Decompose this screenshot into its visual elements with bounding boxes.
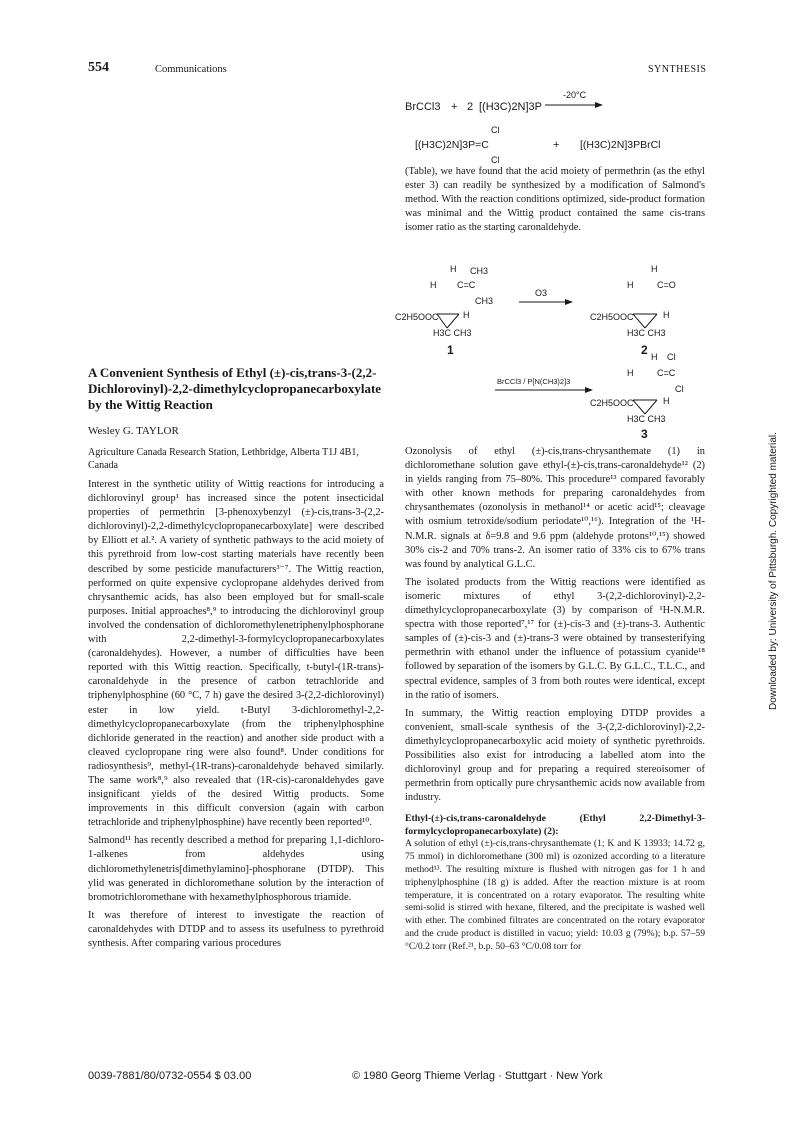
svg-text:Cl: Cl [675, 384, 684, 394]
svg-text:C=C: C=C [457, 280, 476, 290]
svg-text:H: H [663, 396, 670, 406]
scheme1-plus2: + [553, 139, 560, 151]
scheme1-reagent1: BrCCl3 [405, 101, 441, 113]
reaction-scheme-ylid [395, 88, 715, 168]
svg-text:H3C CH3: H3C CH3 [627, 414, 666, 424]
svg-text:Cl: Cl [667, 352, 676, 362]
right-column [405, 445, 705, 954]
svg-text:C2H5OOC: C2H5OOC [395, 312, 439, 322]
svg-text:H3C CH3: H3C CH3 [433, 328, 472, 338]
scheme1-plus: + [451, 101, 458, 113]
svg-text:C2H5OOC: C2H5OOC [590, 398, 634, 408]
scheme1-coef: 2 [467, 101, 474, 113]
right-paragraph-1: Ozonolysis of ethyl (±)-cis,trans-chrysanthemate (1) in dichloromethane solution gave ethyl-(±)-cis,trans-caronaldehyde¹² (2) in yields ranging from 75–80%. This procedure¹³ compared favorably with other known methods for preparing caronaldehydes from chrysanthemates (ozonolysis in methanol¹⁴ or acetic acid¹⁵; cleavage with osmium tetroxide/sodium periodate¹⁰,¹⁶). Integration of the ¹H-N.M.R. signals at δ=9.8 and 9.6 ppm (aldehyde protons¹⁰,¹⁵) showed 30% cis-2 and 70% trans-2. An isomer ratio of 33% cis to 67% trans was found by analytical G.L.C. [405, 446, 705, 570]
svg-text:H: H [463, 310, 470, 320]
footer-copyright: © 1980 Georg Thieme Verlag · Stuttgart · New York [352, 1070, 603, 1082]
svg-text:C2H5OOC: C2H5OOC [590, 312, 634, 322]
right-paragraph-2: The isolated products from the Wittig reactions were identified as isomeric mixtures of ethyl 3-(2,2-dichlorovinyl)-2,2-dimethylcyclopropanecarboxylate (3) by comparison of ¹H-N.M.R. spectra with those reported⁷,¹⁷ for (±)-cis-3 and (±)-trans-3. Authentic samples of (±)-cis-3 and (±)-trans-3 were obtained by transesterifying permethrin with ethanol under the influence of potassium cyanide¹⁸ followed by separation of the isomers by G.L.C. By G.L.C., T.L.C., and spectral evidence, samples of 3 from both routes were identical, except in the ratio of isomers. [405, 576, 705, 701]
svg-text:H3C CH3: H3C CH3 [627, 328, 666, 338]
scheme2-arrow1-label: O3 [535, 288, 548, 298]
experimental-body: A solution of ethyl (±)-cis,trans-chrysanthemate (1; K and K 13933; 14.72 g, 75 mmol) in dichloromethane (300 ml) is ozonized according to a literature method¹³. The resulting mixture is flushed with nitrogen gas for 1 h and triphenylphosphine (18 g) is added. After the reaction mixture is at room temperature, it is concentrated on a rotary evaporator. The resulting white semi-solid is stirred with hexane, filtered, and the precipitate is washed well with ether. The combined filtrates are concentrated on the rotary evaporator and the crude product is distilled in vacuo; yield: 10.03 g (79%); b.p. 57–59 °C/0.2 torr (Ref.²¹, b.p. 50–63 °C/0.08 torr for [405, 838, 705, 952]
scheme1-product1: [(H3C)2N]3P=C [415, 139, 489, 151]
svg-text:C=O: C=O [657, 280, 676, 290]
affiliation: Agriculture Canada Research Station, Lethbridge, Alberta T1J 4B1, Canada [88, 447, 359, 471]
download-watermark: Downloaded by: University of Pittsburgh. Copyrighted material. [768, 432, 779, 710]
right-intro-text: (Table), we have found that the acid moiety of permethrin (as the ethyl ester 3) can readily be synthesized by a modification of Salmond's method. With the reaction conditions optimized, side-product formation was minimal and the Wittig product contained the same cis-trans isomer ratio as the starting caronaldehyde. [405, 166, 705, 234]
left-column [88, 478, 384, 955]
scheme1-arrowhead [595, 102, 603, 108]
right-intro [405, 165, 705, 239]
label-1: 1 [447, 343, 454, 357]
svg-text:C=C: C=C [657, 368, 676, 378]
scheme2-arrow2-label: BrCCl3 / P[N(CH3)2]3 [497, 377, 571, 386]
experimental-title: Ethyl-(±)-cis,trans-caronaldehyde (Ethyl 2,2-Dimethyl-3-formylcyclopropanecarboxylate) (2): [405, 813, 705, 837]
scheme1-reagent2: [(H3C)2N]3P [479, 101, 542, 113]
svg-text:H: H [627, 280, 634, 290]
label-2: 2 [641, 343, 648, 357]
svg-text:CH3: CH3 [470, 266, 489, 276]
left-paragraph-1: Interest in the synthetic utility of Wittig reactions for introducing a dichlorovinyl group¹ has increased since the potent insecticidal properties of permethrin [3-phenoxybenzyl (±)-cis,trans-3-(2,2-dichlorovinyl)-2,2-dimethylcyclopropanecarboxylate] were described by Elliott et al.². A variety of synthetic pathways to the acid moiety of this pyrethroid from low-cost starting materials have recently been described by some pesticide manufacturers³⁻⁷. The Wittig reaction, performed on quite expensive cyclopropane aldehydes derived from chrysanthemic acids, has also been employed but for small-scale purposes. Initial approaches⁸,⁹ to introducing the dichlorovinyl group involved the condensation of dichloromethylenetriphenylphosphorane with 2,2-dimethyl-3-formylcyclopropanecarboxylates (caronaldehydes). However, a number of difficulties have been reported with this Wittig reaction. Specifically, t-butyl-(1R-trans)-caronaldehyde in the presence of carbon tetrachloride and triphenylphosphine (60 °C, 7 h) gave the desired 3-(2,2-dichlorovinyl) ester in low yield. t-Butyl 3-dichloromethyl-2,2-dimethylcyclopropanecarboxylate (from the triphenylphosphine dichloride generated in the reaction) and another side product with a cleaved cyclopropane ring were also found⁸. Under conditions for radiosynthesis⁹, methyl-(1R-trans)-caronaldehyde behaved similarly. The same work⁸,⁹ also revealed that (1R-cis)-caronaldehydes gave insignificant yields of the desired Wittig products. Some improvements in this difficult conversion (again with carbon tetrachloride and triphenylphosphine) have recently been reported¹⁰. [88, 479, 384, 829]
scheme1-condition: -20°C [563, 90, 587, 100]
structure-2 [590, 264, 676, 357]
svg-text:H: H [651, 352, 658, 362]
left-paragraph-3: It was therefore of interest to investigate the reaction of caronaldehydes with DTDP and to assess its usefulness to pyrethroid synthesis. After comparing various procedures [88, 909, 384, 949]
right-paragraph-3: In summary, the Wittig reaction employing DTDP provides a convenient, small-scale synthesis of the 3-(2,2-dichlorovinyl)-2,2-dimethylcyclopropanecarboxylic acid moiety of synthetic pyrethroids. Possibilities also exist for introducing a labelled atom into the dichlorovinyl group and for preparing a required stereoisomer of permethrin from optically pure chrysanthemic acids now available from industry. [405, 707, 705, 804]
scheme1-product2: [(H3C)2N]3PBrCl [580, 139, 661, 151]
structure-1 [395, 264, 493, 357]
reaction-scheme-structures [395, 262, 715, 440]
scheme1-cl-bottom: Cl [491, 155, 500, 165]
left-paragraph-2: Salmond¹¹ has recently described a method for preparing 1,1-dichloro-1-alkenes from aldehydes using dichloromethylenetris[dimethylamino]-phosphorane (DTDP). This ylid was generated in dichloromethane solution by the interaction of bromotrichloromethane with hexamethylphosphorous triamide. [88, 835, 384, 903]
svg-text:CH3: CH3 [475, 296, 494, 306]
scheme1-cl-top: Cl [491, 125, 500, 135]
svg-text:H: H [450, 264, 457, 274]
label-3: 3 [641, 427, 648, 440]
author: Wesley G. TAYLOR [88, 425, 179, 437]
structure-3 [590, 352, 684, 440]
journal-name: SYNTHESIS [648, 64, 707, 75]
footer-issn: 0039-7881/80/0732-0554 $ 03.00 [88, 1070, 252, 1082]
article-title: A Convenient Synthesis of Ethyl (±)-cis,trans-3-(2,2-Dichlorovinyl)-2,2-dimethylcyclopropanecarboxylate by the Wittig Reaction [88, 365, 382, 412]
svg-text:H: H [430, 280, 437, 290]
svg-text:H: H [663, 310, 670, 320]
page-number: 554 [88, 60, 109, 75]
svg-text:H: H [627, 368, 634, 378]
svg-text:H: H [651, 264, 658, 274]
section-label: Communications [155, 64, 227, 75]
